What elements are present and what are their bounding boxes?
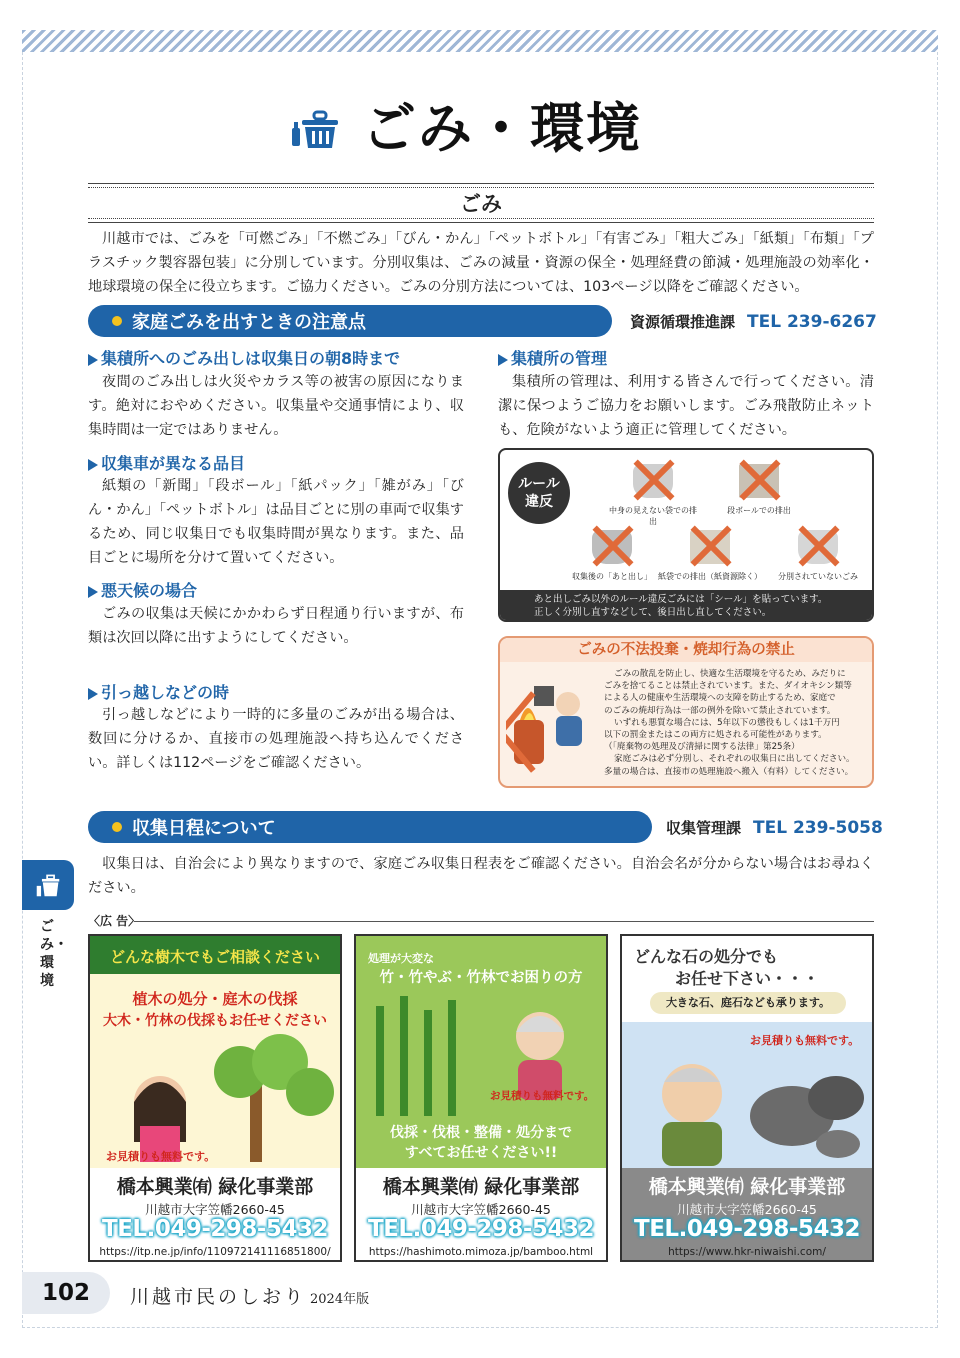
ad-stone-url[interactable]: https://www.hkr-niwaishi.com/ (668, 1246, 826, 1258)
item-text-moving: 引っ越しなどにより一時的に多量のごみが出る場合は、数回に分けるか、直接市の処理施設へ持ち込んでください。詳しくは112ページをご確認ください。 (88, 707, 464, 771)
page-header (290, 92, 642, 160)
ad-stone-biz: 橋本興業㈲ 緑化事業部 (648, 1176, 846, 1198)
ad-tree-biz: 橋本興業㈲ 緑化事業部 (116, 1176, 314, 1198)
ad-stone-addr: 川越市大字笠幡2660-45 (677, 1202, 817, 1217)
trash-can-icon (290, 98, 342, 150)
ad-bamboo[interactable] (354, 934, 608, 1262)
ad-tree-tel: TEL.049-298-5432 (102, 1216, 328, 1242)
bullet-dot-icon (112, 822, 122, 832)
triangle-icon (88, 586, 98, 598)
household-dept-name: 資源循環推進課 (630, 313, 736, 331)
household-tel: TEL 239-6267 (747, 312, 877, 332)
late-disposal-icon (582, 522, 642, 568)
triangle-icon (88, 459, 98, 471)
item-text-management: 集積所の管理は、利用する皆さんで行ってください。清潔に保つようご協力をお願いします。ごみ飛散防止ネットも、危険がないよう適正に管理してください。 (498, 374, 874, 438)
ad-bamboo-tel: TEL.049-298-5432 (368, 1216, 594, 1242)
item-text-8am: 夜間のごみ出しは火災やカラス等の被害の原因になります。絶対におやめください。収集量や交通事情により、収集時間は一定ではありません。 (88, 374, 464, 438)
ad-bamboo-url[interactable]: https://hashimoto.mimoza.jp/bamboo.html (368, 1246, 594, 1258)
ad-stone[interactable] (620, 934, 874, 1262)
household-heading (88, 305, 612, 337)
triangle-icon (88, 354, 98, 366)
item-heading-trucks: 収集車が異なる品目 (88, 451, 245, 474)
section-rule-bottom-dotted (88, 218, 874, 219)
ad-stone-tel: TEL.049-298-5432 (634, 1216, 860, 1242)
triangle-icon (88, 688, 98, 700)
schedule-tel: TEL 239-5058 (753, 818, 883, 838)
ad-bamboo-addr: 川越市大字笠幡2660-45 (411, 1202, 551, 1217)
violation-item: 段ボールでの排出 (714, 456, 804, 516)
page-number: 102 (22, 1272, 110, 1314)
violation-item: 中身の見えない袋での排出 (608, 456, 698, 527)
section-rule-top (88, 183, 874, 184)
ad-tree-line2: 大木・竹林の伐採もお任せください (103, 1013, 327, 1029)
ad-stone-headline1: どんな石の処分でも (634, 947, 779, 966)
ad-bamboo-biz: 橋本興業㈲ 緑化事業部 (382, 1176, 580, 1198)
page-title: ごみ・環境 (362, 96, 642, 160)
side-tab-label: ごみ・環境 (40, 919, 68, 989)
schedule-dept (666, 817, 883, 838)
footer-title (130, 1282, 369, 1309)
rule-violation-footer: あと出しごみ以外のルール違反ごみには「シール」を貼っています。 正しく分別し直すなどして、後日出し直してください。 (500, 590, 872, 620)
ad-tree-line1: 植木の処分・庭木の伐採 (132, 990, 298, 1008)
tree-illustration (90, 1032, 342, 1162)
top-stripe (22, 30, 938, 52)
illegal-dumping-heading: ごみの不法投棄・焼却行為の禁止 (500, 638, 872, 662)
side-tab[interactable] (22, 860, 74, 910)
ad-bamboo-headline: 竹・竹やぶ・竹林でお困りの方 (379, 970, 583, 986)
ad-bamboo-line2: すべてお任せください!! (404, 1145, 558, 1161)
violation-item: 収集後の「あと出し」 (560, 522, 664, 582)
ad-tree-url[interactable]: https://itp.ne.jp/info/110972141116851800/ (99, 1246, 331, 1258)
section-title: ごみ (460, 192, 502, 216)
household-heading-text: 家庭ごみを出すときの注意点 (132, 312, 366, 333)
illegal-dumping-text: ごみの散乱を防止し、快適な生活環境を守るため、みだりに ごみを捨てることは禁止されています。また、ダイオキシン類等 による人の健康や生活環境への支障を防止するため、家庭で のごみの焼却行為は一部の例外を除いて禁止されています。 いずれも悪質な場合には、5年以下の懲役もしくは1千万円 以下の罰金またはこの両方に処される可能性があります。 （「廃棄物の処理及び清掃に関する法律」第25条） 家庭ごみは必ず分別し、それぞれの収集日に出してください。 多量の場合は、直接市の処理施設へ搬入（有料）してください。 (604, 669, 855, 777)
opaque-bag-icon (623, 456, 683, 502)
ad-tree-headline: どんな樹木でもご相談ください (109, 948, 320, 966)
item-heading-management: 集積所の管理 (498, 346, 607, 369)
rule-violation-badge: ルール 違反 (508, 462, 570, 524)
violation-item: 紙袋での排出（紙資源除く） (658, 522, 762, 582)
ad-stone-note: お見積りも無料です。 (750, 1034, 860, 1047)
ad-tree-addr: 川越市大字笠幡2660-45 (145, 1202, 285, 1217)
stone-illustration (622, 1046, 874, 1166)
footer-year: 2024年版 (310, 1292, 370, 1307)
ad-bamboo-headline-small: 処理が大変な (368, 952, 434, 965)
ad-stone-line1: 大きな石、庭石なども承ります。 (650, 992, 846, 1014)
schedule-heading-text: 収集日程について (132, 818, 276, 839)
schedule-heading (88, 811, 652, 843)
section-rule-bottom (88, 222, 874, 223)
ad-stone-headline2: お任せ下さい・・・ (674, 969, 819, 988)
ad-bamboo-note: お見積りも無料です。 (490, 1090, 595, 1102)
rule-violation-box (498, 448, 874, 622)
item-text-weather: ごみの収集は天候にかかわらず日程通り行いますが、布類は次回以降に出すようにしてください。 (88, 606, 464, 646)
paper-bag-icon (680, 522, 740, 568)
item-heading-weather: 悪天候の場合 (88, 578, 197, 601)
intro-paragraph: 川越市では、ごみを「可燃ごみ」「不燃ごみ」「びん・かん」「ペットボトル」「有害ごみ」「粗大ごみ」「紙類」「布類」「プラスチック製容器包装」に分別しています。分別収集は、ごみの減量・資源の保全・処理経費の節減・処理施設の効率化・地球環境の保全に役立ちます。ご協力ください。ごみの分別方法については、103ページ以降をご確認ください。 (88, 231, 874, 295)
item-text-trucks: 紙類の「新聞」「段ボール」「紙パック」「雑がみ」「びん・かん」「ペットボトル」は品目ごとに別の車両で収集するため、同じ収集日でも収集時間が異なります。また、品目ごとに場所を分けて置いてください。 (88, 478, 464, 566)
violation-item: 分別されていないごみ (768, 522, 868, 582)
ad-tree[interactable] (88, 934, 342, 1262)
item-heading-8am: 集積所へのごみ出しは収集日の朝8時まで (88, 346, 400, 369)
illegal-dumping-box (498, 636, 874, 788)
ad-bamboo-line1: 伐採・伐根・整備・処分まで (390, 1125, 572, 1141)
schedule-dept-name: 収集管理課 (666, 819, 742, 837)
ad-tree-note: お見積りも無料です。 (106, 1150, 216, 1163)
unsorted-garbage-icon (788, 522, 848, 568)
footer-title-text: 川越市民のしおり (130, 1286, 307, 1308)
schedule-text: 収集日は、自治会により異なりますので、家庭ごみ収集日程表をご確認ください。自治会名が分からない場合はお尋ねください。 (88, 856, 874, 896)
item-heading-moving: 引っ越しなどの時 (88, 680, 229, 703)
trash-can-icon (35, 872, 61, 898)
cardboard-box-icon (729, 456, 789, 502)
burning-garbage-icon (506, 676, 596, 776)
bullet-dot-icon (112, 316, 122, 326)
triangle-icon (498, 354, 508, 366)
household-dept (630, 311, 877, 332)
ad-rule (134, 921, 874, 922)
ad-label: 〈広 告〉 (88, 914, 141, 928)
